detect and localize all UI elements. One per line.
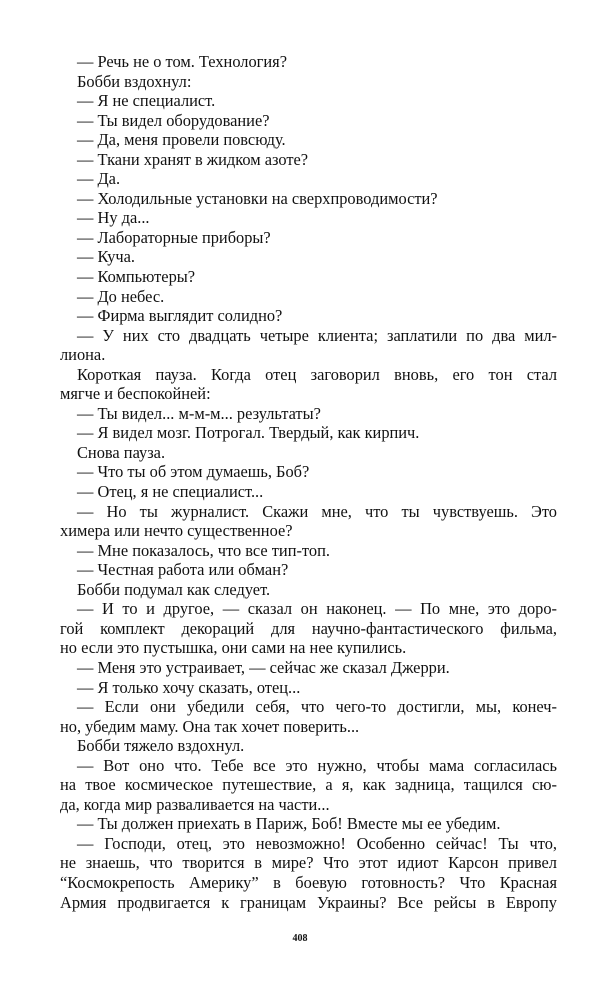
page-number: 408: [292, 933, 308, 944]
text-line: Бобби вздохнул:: [77, 71, 192, 91]
body-text: [60, 52, 557, 912]
text-line: мягче и беспокойней:: [60, 384, 211, 404]
text-line: — Я видел мозг. Потрогал. Твердый, как кирпич.: [77, 423, 420, 443]
text-line: “Космокрепость Америку” в боевую готовность? Что Красная: [60, 872, 557, 892]
text-line: — Ну да...: [77, 208, 150, 228]
text-line: но, убедим маму. Она так хочет поверить...: [60, 716, 360, 736]
text-line: — Мне показалось, что все тип-топ.: [77, 540, 330, 560]
text-line: гой комплект декораций для научно-фантастического фильма,: [60, 618, 557, 638]
text-line: — Я только хочу сказать, отец...: [77, 677, 301, 697]
text-line: — Отец, я не специалист...: [77, 482, 264, 502]
text-line: да, когда мир разваливается на части...: [60, 794, 330, 814]
text-line: — Да, меня провели повсюду.: [77, 130, 286, 150]
text-line: — Речь не о том. Технология?: [77, 52, 287, 71]
text-line: — Ты видел оборудование?: [77, 110, 270, 130]
text-line: — У них сто двадцать четыре клиента; заплатили по два мил-: [77, 325, 557, 345]
text-line: — Фирма выглядит солидно?: [77, 306, 283, 326]
text-line: — И то и другое, — сказал он наконец. — По мне, это доро-: [77, 599, 557, 619]
text-line: — Ты должен приехать в Париж, Боб! Вместе мы ее убедим.: [77, 814, 501, 834]
text-line: Бобби тяжело вздохнул.: [77, 736, 245, 756]
text-line: — Я не специалист.: [77, 91, 216, 111]
text-line: — Вот оно что. Тебе все это нужно, чтобы мама согласилась: [77, 755, 557, 775]
text-line: — Честная работа или обман?: [77, 560, 289, 580]
text-line: — Но ты журналист. Скажи мне, что ты чувствуешь. Это: [77, 501, 557, 521]
text-line: — Господи, отец, это невозможно! Особенно сейчас! Ты что,: [77, 833, 557, 853]
text-line: — Ты видел... м-м-м... результаты?: [77, 403, 321, 423]
text-line: — Да.: [77, 169, 121, 189]
text-line: но если это пустышка, они сами на нее купились.: [60, 638, 407, 658]
text-line: не знаешь, что творится в мире? Что этот идиот Карсон привел: [60, 853, 557, 873]
text-line: — Если они убедили себя, что чего-то достигли, мы, конеч-: [77, 697, 557, 717]
text-line: — Компьютеры?: [77, 267, 196, 287]
text-line: — Лабораторные приборы?: [77, 227, 271, 247]
text-line: Снова пауза.: [77, 442, 166, 462]
text-line: — Куча.: [77, 247, 135, 267]
text-line: — До небес.: [77, 286, 165, 306]
text-line: Бобби подумал как следует.: [77, 579, 271, 599]
text-line: — Ткани хранят в жидком азоте?: [77, 149, 309, 169]
text-line: Короткая пауза. Когда отец заговорил вновь, его тон стал: [77, 364, 557, 384]
text-line: — Холодильные установки на сверхпроводимости?: [77, 188, 438, 208]
text-line: — Меня это устраивает, — сейчас же сказал Джерри.: [77, 657, 450, 677]
text-line: на твое космическое путешествие, а я, как задница, тащился сю-: [60, 775, 557, 795]
text-line: Армия продвигается к границам Украины? Все рейсы в Европу: [60, 892, 557, 912]
text-line: химера или нечто существенное?: [60, 521, 293, 541]
text-line: лиона.: [60, 345, 106, 365]
text-line: — Что ты об этом думаешь, Боб?: [77, 462, 310, 482]
